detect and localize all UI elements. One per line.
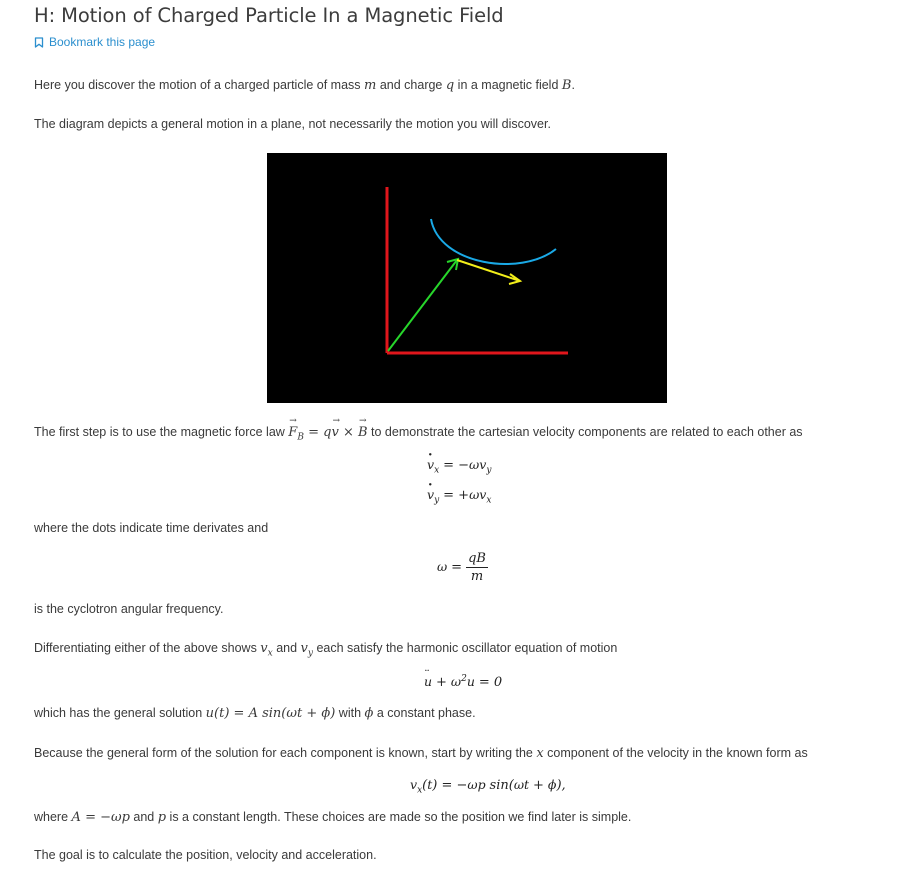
first-step-text-2: to demonstrate the cartesian velocity components are related to each other as [367, 425, 803, 439]
math-m: m [364, 78, 377, 93]
math-x: x [536, 746, 544, 761]
diff-text-1: Differentiating either of the above shows [34, 641, 261, 655]
particle-path [431, 219, 556, 264]
because-text-2: component of the velocity in the known form as [543, 746, 808, 760]
math-phi: ϕ [364, 706, 374, 721]
intro-text-3: in a magnetic field [454, 78, 562, 92]
where-paragraph [34, 810, 631, 825]
equation-omega: ω = $\frac{qB}{m}$ [437, 551, 486, 584]
intro-text-2: and charge [376, 78, 446, 92]
because-text-1: Because the general form of the solution for each component is known, start by writing the [34, 746, 537, 760]
where-text-1: where [34, 810, 72, 824]
diagram-caption: The diagram depicts a general motion in a plane, not necessarily the motion you will discover. [34, 117, 551, 131]
intro-paragraph [34, 78, 575, 93]
general-text-3: a constant phase. [373, 706, 476, 720]
goal-paragraph: The goal is to calculate the position, velocity and acceleration. [34, 848, 377, 862]
general-solution-equation: u(t) = A sin(ωt + ϕ) [205, 706, 336, 721]
math-q: q [445, 78, 455, 93]
equation-harmonic-oscillator: ¨ $u + \omega^2u = 0$ [424, 674, 502, 690]
where-text-3: is a constant length. These choices are made so the position we find later is simple. [166, 810, 632, 824]
math-vx: $v_x$ [260, 641, 273, 659]
math-p: p [157, 810, 167, 825]
general-text-2: with [335, 706, 365, 720]
bookmark-icon [34, 37, 44, 48]
general-solution-paragraph [34, 706, 476, 721]
intro-text-1: Here you discover the motion of a charged particle of mass [34, 78, 365, 92]
cyclotron-paragraph: is the cyclotron angular frequency. [34, 602, 224, 616]
equation-vx-dot: · $v_x = -\omega v_y$ [427, 457, 491, 476]
bookmark-button[interactable] [34, 35, 155, 49]
diff-text-2: and [272, 641, 301, 655]
bookmark-label: Bookmark this page [49, 35, 156, 49]
where-text-2: and [129, 810, 158, 824]
motion-diagram [267, 153, 667, 403]
position-vector [388, 260, 457, 351]
because-paragraph [34, 746, 808, 761]
equation-vx-form: $v_x(t) = -\omega p$ sin(ωt + ϕ), [410, 777, 566, 796]
first-step-text-1: The first step is to use the magnetic force law [34, 425, 289, 439]
math-A-def: A = −ωp [71, 810, 130, 825]
force-law-equation: → $F_B = q\to v$ × → B [288, 425, 367, 440]
intro-text-4: . [571, 78, 575, 92]
dots-paragraph: where the dots indicate time derivates and [34, 521, 269, 535]
general-text-1: which has the general solution [34, 706, 206, 720]
math-B: B [561, 78, 572, 93]
differentiating-paragraph [34, 641, 617, 659]
diff-text-3: each satisfy the harmonic oscillator equation of motion [313, 641, 618, 655]
motion-diagram-svg [267, 153, 667, 403]
equation-vy-dot: · $v_y = +\omega v_x$ [427, 487, 491, 506]
page-title: H: Motion of Charged Particle In a Magnetic Field [34, 4, 504, 27]
first-step-paragraph [34, 425, 803, 443]
math-vy: $v_y$ [300, 641, 313, 659]
